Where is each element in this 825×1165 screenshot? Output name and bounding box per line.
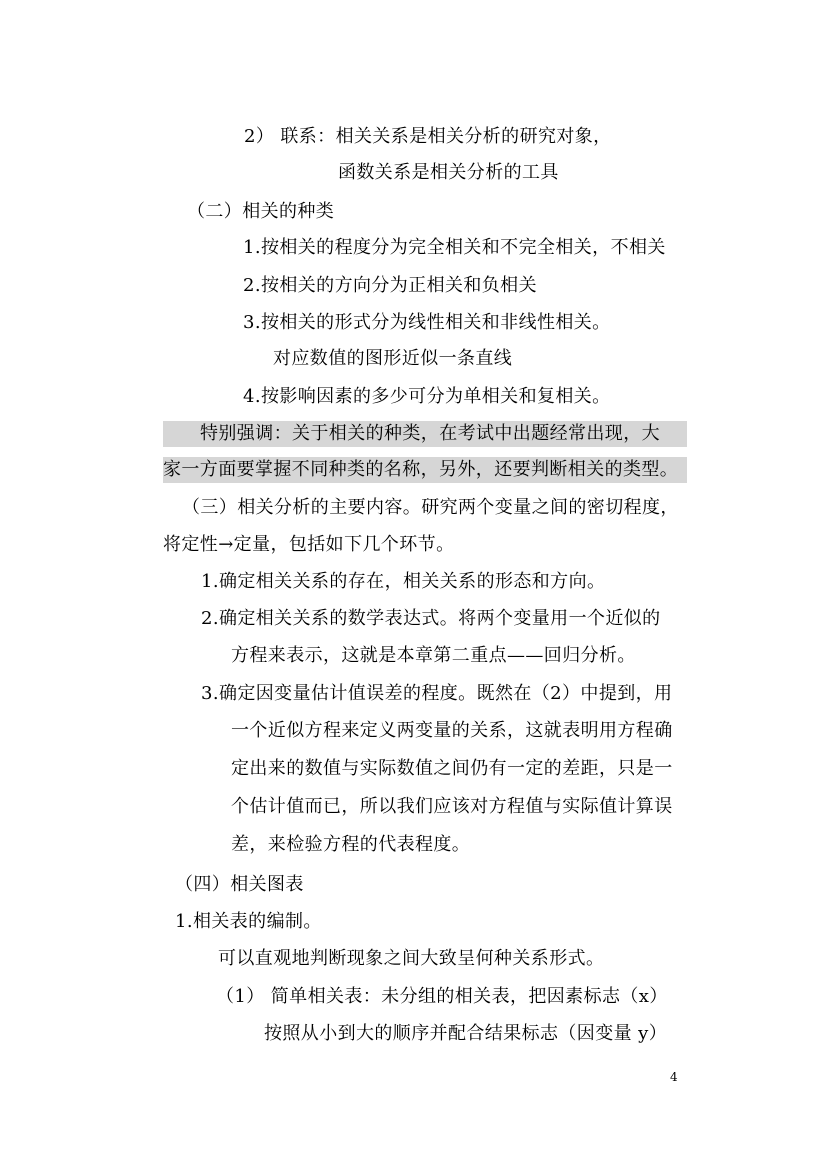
list-item: 1.按相关的程度分为完全相关和不完全相关，不相关 — [243, 237, 666, 258]
text-line: 方程来表示，这就是本章第二重点——回归分析。 — [231, 645, 636, 666]
list-item: 1.确定相关关系的存在，相关关系的形态和方向。 — [201, 571, 606, 592]
text-line: 按照从小到大的顺序并配合结果标志（因变量 y） — [264, 1023, 668, 1044]
text-line: 可以直观地判断现象之间大致呈何种关系形式。 — [218, 948, 605, 969]
list-item: 3.按相关的形式分为线性相关和非线性相关。 — [243, 312, 611, 333]
section-heading: （三）相关分析的主要内容。研究两个变量之间的密切程度， — [182, 497, 679, 518]
text-line: 一个近似方程来定义两变量的关系，这就表明用方程确 — [231, 720, 673, 741]
text-line: 将定性→定量，包括如下几个环节。 — [163, 534, 455, 555]
list-item: 4.按影响因素的多少可分为单相关和复相关。 — [243, 386, 611, 407]
text-line: 差，来检验方程的代表程度。 — [231, 834, 471, 855]
text-line: 个估计值而已，所以我们应该对方程值与实际值计算误 — [231, 796, 673, 817]
highlighted-note-line: 家一方面要掌握不同种类的名称，另外，还要判断相关的类型。 — [163, 457, 687, 483]
page-number: 4 — [670, 1070, 678, 1084]
list-item: 2.确定相关关系的数学表达式。将两个变量用一个近似的 — [201, 608, 661, 629]
text-line: 2） 联系：相关关系是相关分析的研究对象， — [244, 126, 612, 147]
section-heading: （二）相关的种类 — [187, 201, 335, 222]
list-item: 1.相关表的编制。 — [175, 911, 322, 932]
text-line: 函数关系是相关分析的工具 — [338, 162, 559, 183]
list-item: （1） 简单相关表：未分组的相关表，把因素标志（x） — [216, 986, 668, 1007]
section-heading: （四）相关图表 — [175, 874, 304, 895]
list-item: 3.确定因变量估计值误差的程度。既然在（2）中提到，用 — [201, 683, 673, 704]
text-line: 定出来的数值与实际数值之间仍有一定的差距，只是一 — [231, 758, 673, 779]
list-item: 2.按相关的方向分为正相关和负相关 — [243, 275, 537, 296]
highlighted-note-line: 特别强调：关于相关的种类，在考试中出题经常出现，大 — [163, 421, 687, 447]
text-line: 对应数值的图形近似一条直线 — [273, 348, 513, 369]
